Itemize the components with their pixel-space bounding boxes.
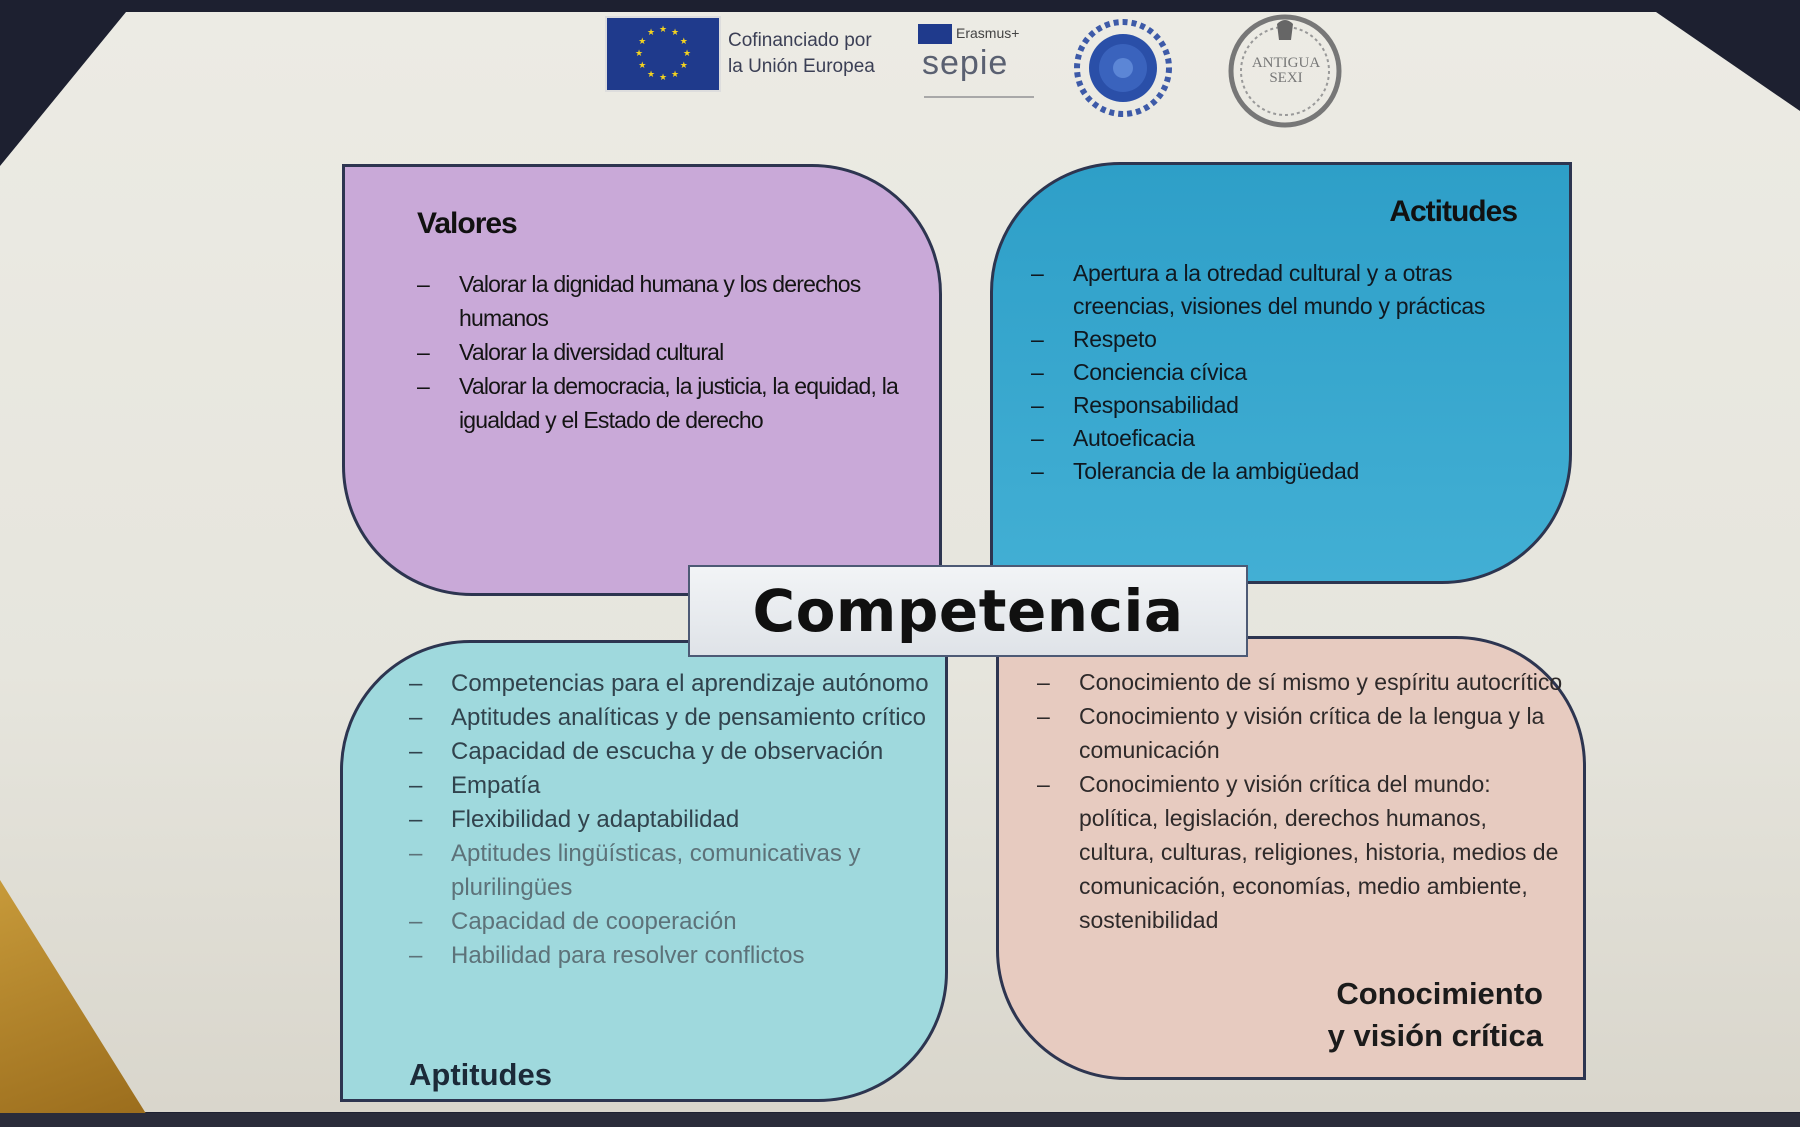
valores-item: – Valorar la democracia, la justicia, la equidad, la igualdad y el Estado de derecho bbox=[417, 369, 917, 437]
eu-star-icon: ★ bbox=[671, 27, 680, 38]
conocimiento-title bbox=[1328, 973, 1543, 1057]
erasmus-label: Erasmus+ bbox=[956, 25, 1020, 41]
conocimiento-title-line1: Conocimiento bbox=[1336, 976, 1543, 1011]
aptitudes-item: – Aptitudes analíticas y de pensamiento crítico bbox=[409, 701, 929, 735]
actitudes-list bbox=[1031, 257, 1551, 488]
eu-star-icon: ★ bbox=[659, 72, 668, 82]
valores-item: – Valorar la diversidad cultural bbox=[417, 335, 917, 369]
eu-cofinancing-text bbox=[728, 28, 875, 80]
eu-text-line2: la Unión Europea bbox=[728, 56, 875, 77]
competencia-center-label: Competencia bbox=[688, 565, 1248, 657]
aptitudes-item: – Capacidad de cooperación bbox=[409, 905, 929, 939]
eu-flag-icon bbox=[605, 16, 721, 92]
aptitudes-item: – Capacidad de escucha y de observación bbox=[409, 735, 929, 769]
eu-star-icon: ★ bbox=[647, 68, 656, 79]
conocimiento-title-line2: y visión crítica bbox=[1327, 1018, 1543, 1053]
valores-box bbox=[342, 164, 942, 596]
actitudes-item: – Respeto bbox=[1031, 323, 1551, 356]
valores-item: – Valorar la dignidad humana y los derechos humanos bbox=[417, 267, 917, 335]
eu-star-icon: ★ bbox=[659, 24, 668, 34]
aptitudes-item: – Flexibilidad y adaptabilidad bbox=[409, 803, 929, 837]
aptitudes-title: Aptitudes bbox=[409, 1057, 552, 1092]
antigua-line2: SEXI bbox=[1269, 70, 1303, 86]
eu-star-icon: ★ bbox=[679, 36, 688, 46]
aptitudes-item: – Empatía bbox=[409, 769, 929, 803]
aptitudes-list bbox=[409, 667, 929, 973]
actitudes-item: – Autoeficacia bbox=[1031, 422, 1551, 455]
aptitudes-item: – Competencias para el aprendizaje autónomo bbox=[409, 667, 929, 701]
screen-bottom-bar bbox=[0, 1113, 1800, 1127]
conocimiento-box bbox=[996, 636, 1586, 1080]
eu-star-icon: ★ bbox=[671, 68, 680, 79]
actitudes-item: – Responsabilidad bbox=[1031, 389, 1551, 422]
sepie-underline bbox=[924, 96, 1034, 98]
valores-list bbox=[417, 267, 917, 437]
conocimiento-item: – Conocimiento y visión crítica del mundo: política, legislación, derechos humanos, cultura, culturas, religiones, historia, medios de comunicación, economías, medio ambiente, sostenibilidad bbox=[1037, 767, 1567, 937]
eu-star-icon: ★ bbox=[638, 60, 647, 70]
eu-star-icon: ★ bbox=[635, 48, 644, 58]
conocimiento-item: – Conocimiento y visión crítica de la lengua y la comunicación bbox=[1037, 699, 1567, 767]
erasmus-sepie-logo bbox=[918, 24, 1038, 104]
blue-seal-icon bbox=[1064, 18, 1182, 118]
actitudes-item: – Tolerancia de la ambigüedad bbox=[1031, 455, 1551, 488]
antigua-seal-text bbox=[1238, 56, 1334, 86]
aptitudes-box bbox=[340, 640, 948, 1102]
aptitudes-item: – Habilidad para resolver conflictos bbox=[409, 939, 929, 973]
actitudes-item: – Apertura a la otredad cultural y a otras creencias, visiones del mundo y prácticas bbox=[1031, 257, 1551, 323]
sepie-label: sepie bbox=[922, 44, 1009, 82]
eu-text-line1: Cofinanciado por bbox=[728, 30, 872, 51]
actitudes-item: – Conciencia cívica bbox=[1031, 356, 1551, 389]
eu-star-icon: ★ bbox=[679, 60, 688, 70]
eu-star-icon: ★ bbox=[647, 27, 656, 38]
valores-title: Valores bbox=[417, 207, 517, 240]
actitudes-box bbox=[990, 162, 1572, 584]
erasmus-flag-icon bbox=[918, 24, 952, 44]
eu-star-icon: ★ bbox=[683, 48, 692, 58]
actitudes-title: Actitudes bbox=[1389, 195, 1517, 228]
conocimiento-item: – Conocimiento de sí mismo y espíritu autocrítico bbox=[1037, 665, 1567, 699]
antigua-line1: ANTIGUA bbox=[1251, 55, 1321, 71]
aptitudes-item: – Aptitudes lingüísticas, comunicativas y plurilingües bbox=[409, 837, 929, 905]
eu-star-icon: ★ bbox=[638, 36, 647, 46]
conocimiento-list bbox=[1037, 665, 1567, 937]
